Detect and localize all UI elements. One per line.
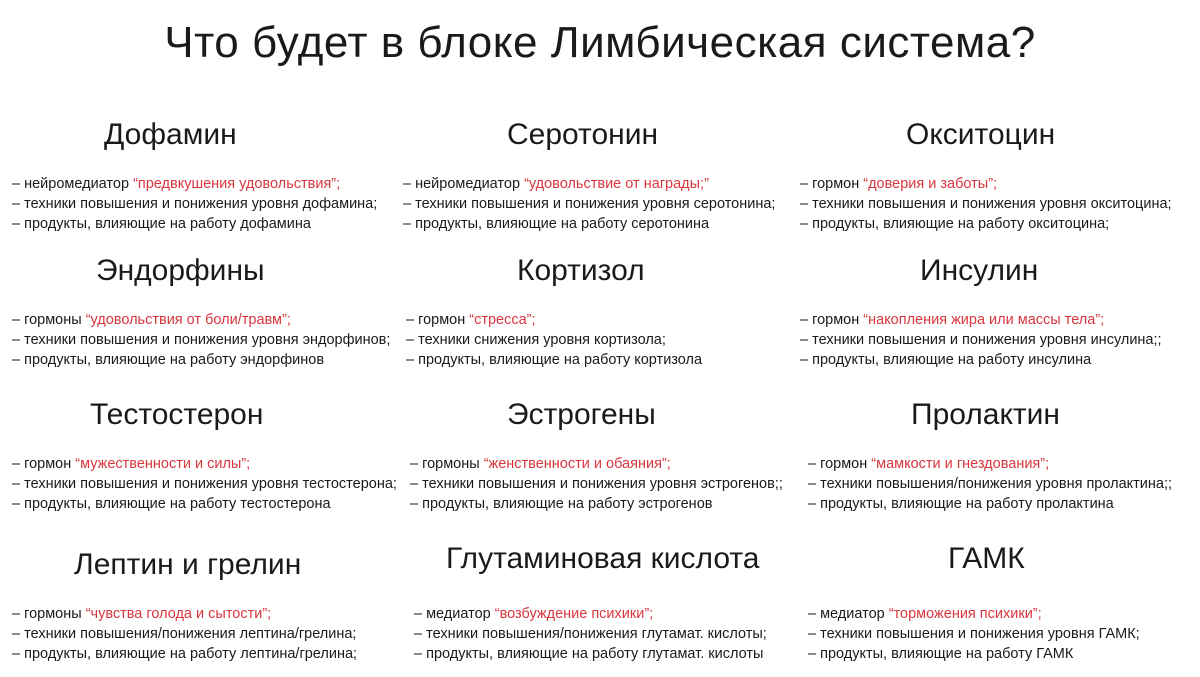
block-line-mediator: – гормоны “удовольствия от боли/травм”; [12, 312, 291, 328]
block-line-products: – продукты, влияющие на работу ГАМК [808, 646, 1074, 662]
highlight-text: “женственности и обаяния”; [483, 456, 671, 472]
block-title: Кортизол [517, 254, 645, 287]
highlight-text: “удовольствия от боли/травм”; [85, 312, 291, 328]
block-line-techniques: – техники повышения и понижения уровня инсулина;; [800, 332, 1162, 348]
highlight-text: “накопления жира или массы тела”; [863, 312, 1105, 328]
block-title: Глутаминовая кислота [446, 542, 760, 575]
highlight-text: “чувства голода и сытости”; [85, 606, 272, 622]
block-line-products: – продукты, влияющие на работу пролактина [808, 496, 1114, 512]
highlight-text: “мужественности и силы”; [75, 456, 251, 472]
block-line-products: – продукты, влияющие на работу глутамат. кислоты [414, 646, 764, 662]
block-glutamic-acid [414, 542, 814, 664]
block-line-products: – продукты, влияющие на работу дофамина [12, 216, 311, 232]
block-line-products: – продукты, влияющие на работу тестостерона [12, 496, 331, 512]
block-line-mediator: – гормоны “женственности и обаяния”; [410, 456, 671, 472]
page-title: Что будет в блоке Лимбическая система? [164, 18, 1036, 67]
block-estrogens [410, 398, 810, 514]
block-title: Окситоцин [906, 118, 1056, 151]
block-testosterone [12, 398, 412, 514]
block-title: ГАМК [948, 542, 1025, 575]
block-line-mediator: – гормон “мамкости и гнездования”; [808, 456, 1050, 472]
block-title: Инсулин [920, 254, 1039, 287]
block-line-mediator: – гормоны “чувства голода и сытости”; [12, 606, 272, 622]
highlight-text: “мамкости и гнездования”; [871, 456, 1050, 472]
highlight-text: “торможения психики”; [888, 606, 1042, 622]
block-line-products: – продукты, влияющие на работу окситоцина; [800, 216, 1110, 232]
block-line-techniques: – техники повышения и понижения уровня эндорфинов; [12, 332, 391, 348]
block-line-mediator: – гормон “доверия и заботы”; [800, 176, 998, 192]
block-line-products: – продукты, влияющие на работу лептина/грелина; [12, 646, 358, 662]
block-line-techniques: – техники повышения и понижения уровня серотонина; [403, 196, 776, 212]
block-dopamine [12, 118, 412, 234]
block-line-mediator: – нейромедиатор “предвкушения удовольствия”; [12, 176, 341, 192]
block-title: Лептин и грелин [74, 548, 302, 581]
block-title: Эстрогены [507, 398, 656, 431]
block-line-mediator: – гормон “накопления жира или массы тела”; [800, 312, 1105, 328]
block-line-techniques: – техники повышения и понижения уровня ГАМК; [808, 626, 1140, 642]
highlight-text: “предвкушения удовольствия”; [133, 176, 341, 192]
block-line-mediator: – гормон “стресса”; [406, 312, 536, 328]
block-line-mediator: – нейромедиатор “удовольствие от награды;” [403, 176, 709, 192]
block-line-techniques: – техники снижения уровня кортизола; [406, 332, 666, 348]
block-leptin-ghrelin [12, 548, 412, 664]
block-prolactin [808, 398, 1200, 514]
block-line-products: – продукты, влияющие на работу эстрогенов [410, 496, 713, 512]
block-title: Эндорфины [96, 254, 265, 287]
block-oxytocin [800, 118, 1200, 234]
block-line-products: – продукты, влияющие на работу инсулина [800, 352, 1092, 368]
block-title: Пролактин [911, 398, 1060, 431]
block-gaba [808, 542, 1200, 664]
block-line-techniques: – техники повышения и понижения уровня окситоцина; [800, 196, 1172, 212]
block-line-products: – продукты, влияющие на работу кортизола [406, 352, 703, 368]
block-title: Дофамин [104, 118, 237, 151]
highlight-text: “доверия и заботы”; [863, 176, 998, 192]
highlight-text: “возбуждение психики”; [494, 606, 654, 622]
block-serotonin [403, 118, 803, 234]
block-line-techniques: – техники повышения и понижения уровня тестостерона; [12, 476, 397, 492]
block-line-mediator: – гормон “мужественности и силы”; [12, 456, 251, 472]
block-line-techniques: – техники повышения и понижения уровня дофамина; [12, 196, 378, 212]
block-line-techniques: – техники повышения и понижения уровня эстрогенов;; [410, 476, 783, 492]
highlight-text: “стресса”; [469, 312, 536, 328]
block-line-mediator: – медиатор “торможения психики”; [808, 606, 1042, 622]
block-endorphins [12, 254, 412, 370]
block-line-techniques: – техники повышения/понижения глутамат. кислоты; [414, 626, 767, 642]
block-line-products: – продукты, влияющие на работу эндорфинов [12, 352, 325, 368]
block-line-techniques: – техники повышения/понижения уровня пролактина;; [808, 476, 1173, 492]
block-line-mediator: – медиатор “возбуждение психики”; [414, 606, 654, 622]
highlight-text: “удовольствие от награды;” [524, 176, 709, 192]
block-cortisol [406, 254, 806, 370]
block-line-techniques: – техники повышения/понижения лептина/грелина; [12, 626, 357, 642]
block-title: Тестостерон [90, 398, 264, 431]
block-title: Серотонин [507, 118, 659, 151]
block-line-products: – продукты, влияющие на работу серотонина [403, 216, 710, 232]
block-insulin [800, 254, 1200, 370]
